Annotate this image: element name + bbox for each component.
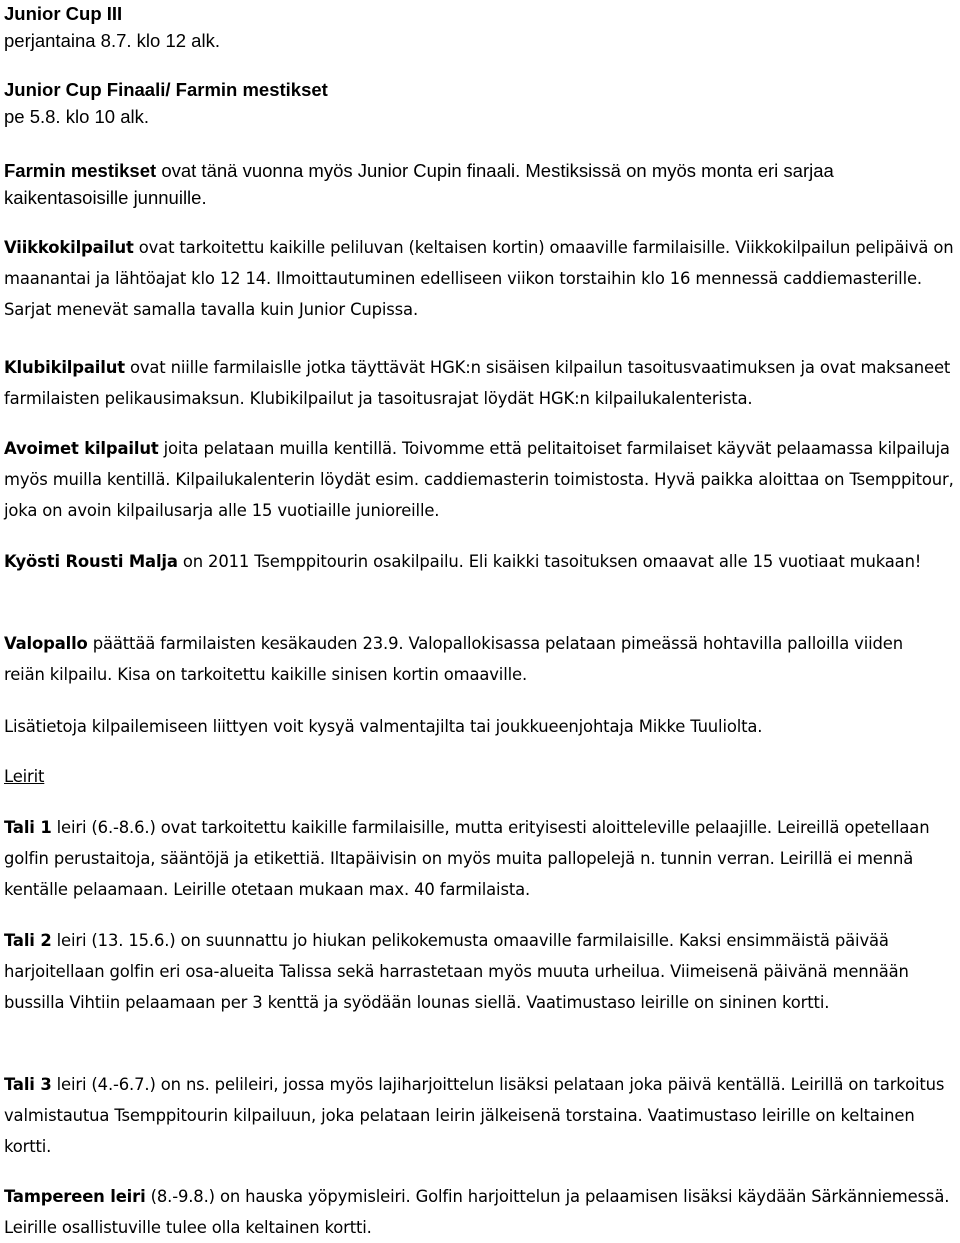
finals-block bbox=[4, 76, 954, 130]
junior-cup-iii-block bbox=[4, 0, 954, 54]
section-avoimet-kilpailut: Avoimet kilpailut joita pelataan muilla kentillä. Toivomme että pelitaitoiset farmilaiset käyvät pelaamassa kilpailuja myös muilla kentillä. Kilpailukalenterin löydät esim. caddiemasterin toimistosta. Hyvä paikka aloittaa on Tsemppitour, joka on avoin kilpailusarja alle 15 vuotiaille junioreille. bbox=[4, 439, 959, 520]
junior-cup-iii-title: Junior Cup III bbox=[4, 3, 123, 24]
finals-text: ovat tänä vuonna myös Junior Cupin finaali. Mestiksissä on myös monta eri sarjaa kaikentasoisille junnuille. bbox=[4, 160, 839, 208]
finals-date: pe 5.8. klo 10 alk. bbox=[4, 106, 150, 127]
camps-heading: Leirit bbox=[4, 767, 45, 786]
section-viikkokilpailut: Viikkokilpailut ovat tarkoitettu kaikille peliluvan (keltaisen kortin) omaaville farmilaisille. Viikkokilpailun pelipäivä on maanantai ja lähtöajat klo 12 14. Ilmoittautuminen edelliseen viikon torstaihin klo 16 mennessä caddiemasterille. Sarjat menevät samalla tavalla kuin Junior Cupissa. bbox=[4, 238, 959, 319]
finals-bold: Farmin mestikset bbox=[4, 160, 157, 181]
junior-cup-iii-date: perjantaina 8.7. klo 12 alk. bbox=[4, 30, 220, 51]
finals-title: Junior Cup Finaali/ Farmin mestikset bbox=[4, 79, 328, 100]
section-kyosti-rousti-malja: Kyösti Rousti Malja on 2011 Tsemppitourin osakilpailu. Eli kaikki tasoituksen omaavat alle 15 vuotiaat mukaan! bbox=[4, 552, 922, 571]
camp-tali-3: Tali 3 leiri (4.-6.7.) on ns. pelileiri, jossa myös lajiharjoittelun lisäksi pelataan joka päivä kentällä. Leirillä on tarkoitus valmistautua Tsemppitourin kilpailuun, joka pelataan leirin jälkeisenä torstaina. Vaatimustaso leirille on keltainen kortti. bbox=[4, 1075, 950, 1156]
section-klubikilpailut: Klubikilpailut ovat niille farmilaislle jotka täyttävät HGK:n sisäisen kilpailun tasoitusvaatimuksen ja ovat maksaneet farmilaisten pelikausimaksun. Klubikilpailut ja tasoitusrajat löydät HGK:n kilpailukalenterista. bbox=[4, 358, 956, 408]
camp-tampere: Tampereen leiri (8.-9.8.) on hauska yöpymisleiri. Golfin harjoittelun ja pelaamisen lisäksi käydään Särkänniemessä. Leirille osallistuville tulee olla keltainen kortti. bbox=[4, 1187, 955, 1237]
section-lisatietoja: Lisätietoja kilpailemiseen liittyen voit kysyä valmentajilta tai joukkueenjohtaja Mikke Tuuliolta. bbox=[4, 717, 763, 736]
camp-tali-2: Tali 2 leiri (13. 15.6.) on suunnattu jo hiukan pelikokemusta omaaville farmilaisille. Kaksi ensimmäistä päivää harjoitellaan golfin eri osa-alueita Talissa sekä harrastetaan myös muuta urheilua. Viimeisenä päivänä mennään bussilla Vihtiin pelaamaan per 3 kenttä ja syödään lounas siellä. Vaatimustaso leirille on sininen kortti. bbox=[4, 931, 914, 1012]
finals-description bbox=[4, 157, 934, 211]
section-valopallo: Valopallo päättää farmilaisten kesäkauden 23.9. Valopallokisassa pelataan pimeässä hohtavilla palloilla viiden reiän kilpailu. Kisa on tarkoitettu kaikille sinisen kortin omaaville. bbox=[4, 634, 909, 684]
camp-tali-1: Tali 1 leiri (6.-8.6.) ovat tarkoitettu kaikille farmilaisille, mutta erityisesti aloitteleville pelaajille. Leireillä opetellaan golfin perustaitoja, sääntöjä ja etikettiä. Iltapäivisin on myös muita pallopelejä n. tunnin verran. Leirillä ei mennä kentälle pelaamaan. Leirille otetaan mukaan max. 40 farmilaista. bbox=[4, 818, 935, 899]
